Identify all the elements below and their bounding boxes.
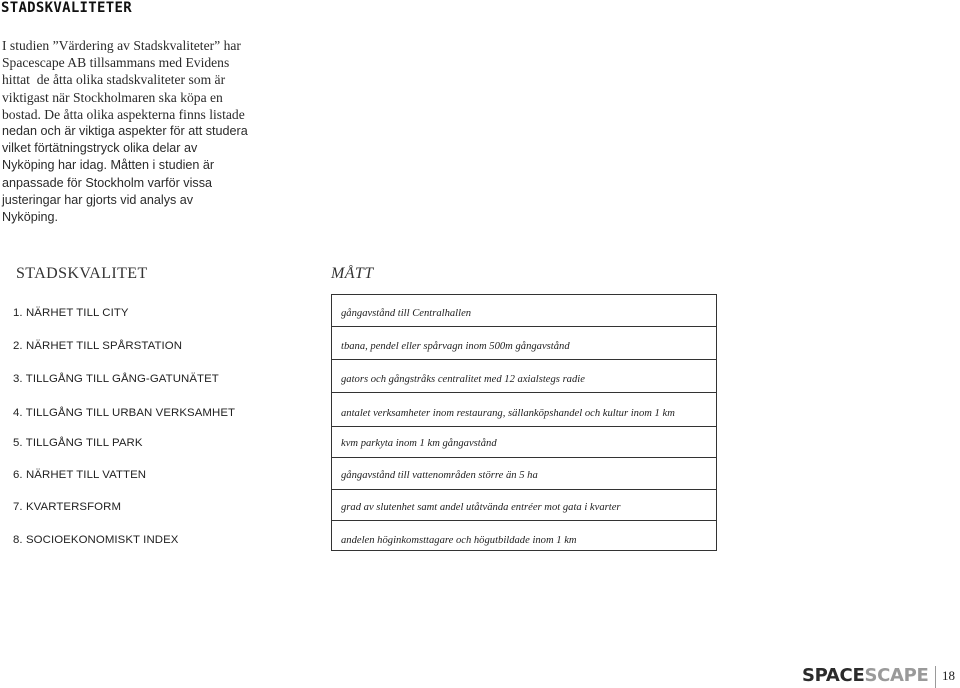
quality-measure: andelen höginkomsttagare och högutbildade inom 1 km — [341, 535, 577, 546]
row-divider — [331, 520, 717, 521]
quality-label: 5. TILLGÅNG TILL PARK — [13, 437, 143, 449]
row-divider — [331, 326, 717, 327]
page-number: 18 — [942, 668, 955, 683]
row-divider — [331, 392, 717, 393]
quality-measure: gångavstånd till Centralhallen — [341, 308, 472, 319]
logo-part-scape: SCAPE — [864, 665, 929, 686]
intro-line: hittat de åtta olika stadskvaliteter som är — [2, 72, 226, 88]
spacescape-logo — [802, 666, 929, 686]
intro-paragraph — [2, 37, 262, 226]
intro-line: viktigast när Stockholmaren ska köpa en — [2, 89, 223, 105]
quality-measure: tbana, pendel eller spårvagn inom 500m gångavstånd — [341, 341, 570, 352]
intro-line: Spacescape AB tillsammans med Evidens — [2, 55, 230, 71]
quality-measure: grad av slutenhet samt andel utåtvända entréer mot gata i kvarter — [341, 502, 621, 513]
row-divider — [331, 489, 717, 490]
column-header-quality: STADSKVALITET — [16, 265, 148, 282]
quality-measure: antalet verksamheter inom restaurang, sällanköpshandel och kultur inom 1 km — [341, 408, 675, 419]
intro-line: bostad. De åtta olika aspekterna finns listade — [2, 106, 245, 122]
intro-line: Nyköping har idag. Måtten i studien är — [2, 158, 215, 173]
quality-label: 6. NÄRHET TILL VATTEN — [13, 469, 147, 481]
quality-label: 8. SOCIOEKONOMISKT INDEX — [13, 534, 179, 546]
quality-measure: gators och gångstråks centralitet med 12 axialstegs radie — [341, 374, 585, 385]
quality-label: 2. NÄRHET TILL SPÅRSTATION — [13, 340, 183, 352]
intro-line: justeringar har gjorts vid analys av — [2, 192, 194, 207]
quality-measure: gångavstånd till vattenområden större än 5 ha — [341, 470, 538, 481]
row-divider — [331, 359, 717, 360]
quality-measure: kvm parkyta inom 1 km gångavstånd — [341, 438, 497, 449]
quality-label: 1. NÄRHET TILL CITY — [13, 307, 129, 319]
quality-label: 4. TILLGÅNG TILL URBAN VERKSAMHET — [13, 407, 236, 419]
intro-line: vilket förtätningstryck olika delar av — [2, 141, 198, 156]
intro-line: I studien ”Värdering av Stadskvaliteter” har — [2, 38, 241, 53]
intro-line: Nyköping. — [2, 210, 59, 225]
intro-line: anpassade för Stockholm varför vissa — [2, 175, 212, 190]
intro-line: nedan och är viktiga aspekter för att studera — [2, 124, 248, 139]
page-title: STADSKVALITETER — [1, 0, 132, 16]
quality-label: 3. TILLGÅNG TILL GÅNG-GATUNÄTET — [13, 373, 219, 385]
footer-divider — [935, 666, 936, 688]
row-divider — [331, 457, 717, 458]
quality-label: 7. KVARTERSFORM — [13, 501, 122, 513]
row-divider — [331, 426, 717, 427]
logo-part-space: SPACE — [802, 665, 865, 686]
column-header-measure: MÅTT — [331, 265, 374, 282]
